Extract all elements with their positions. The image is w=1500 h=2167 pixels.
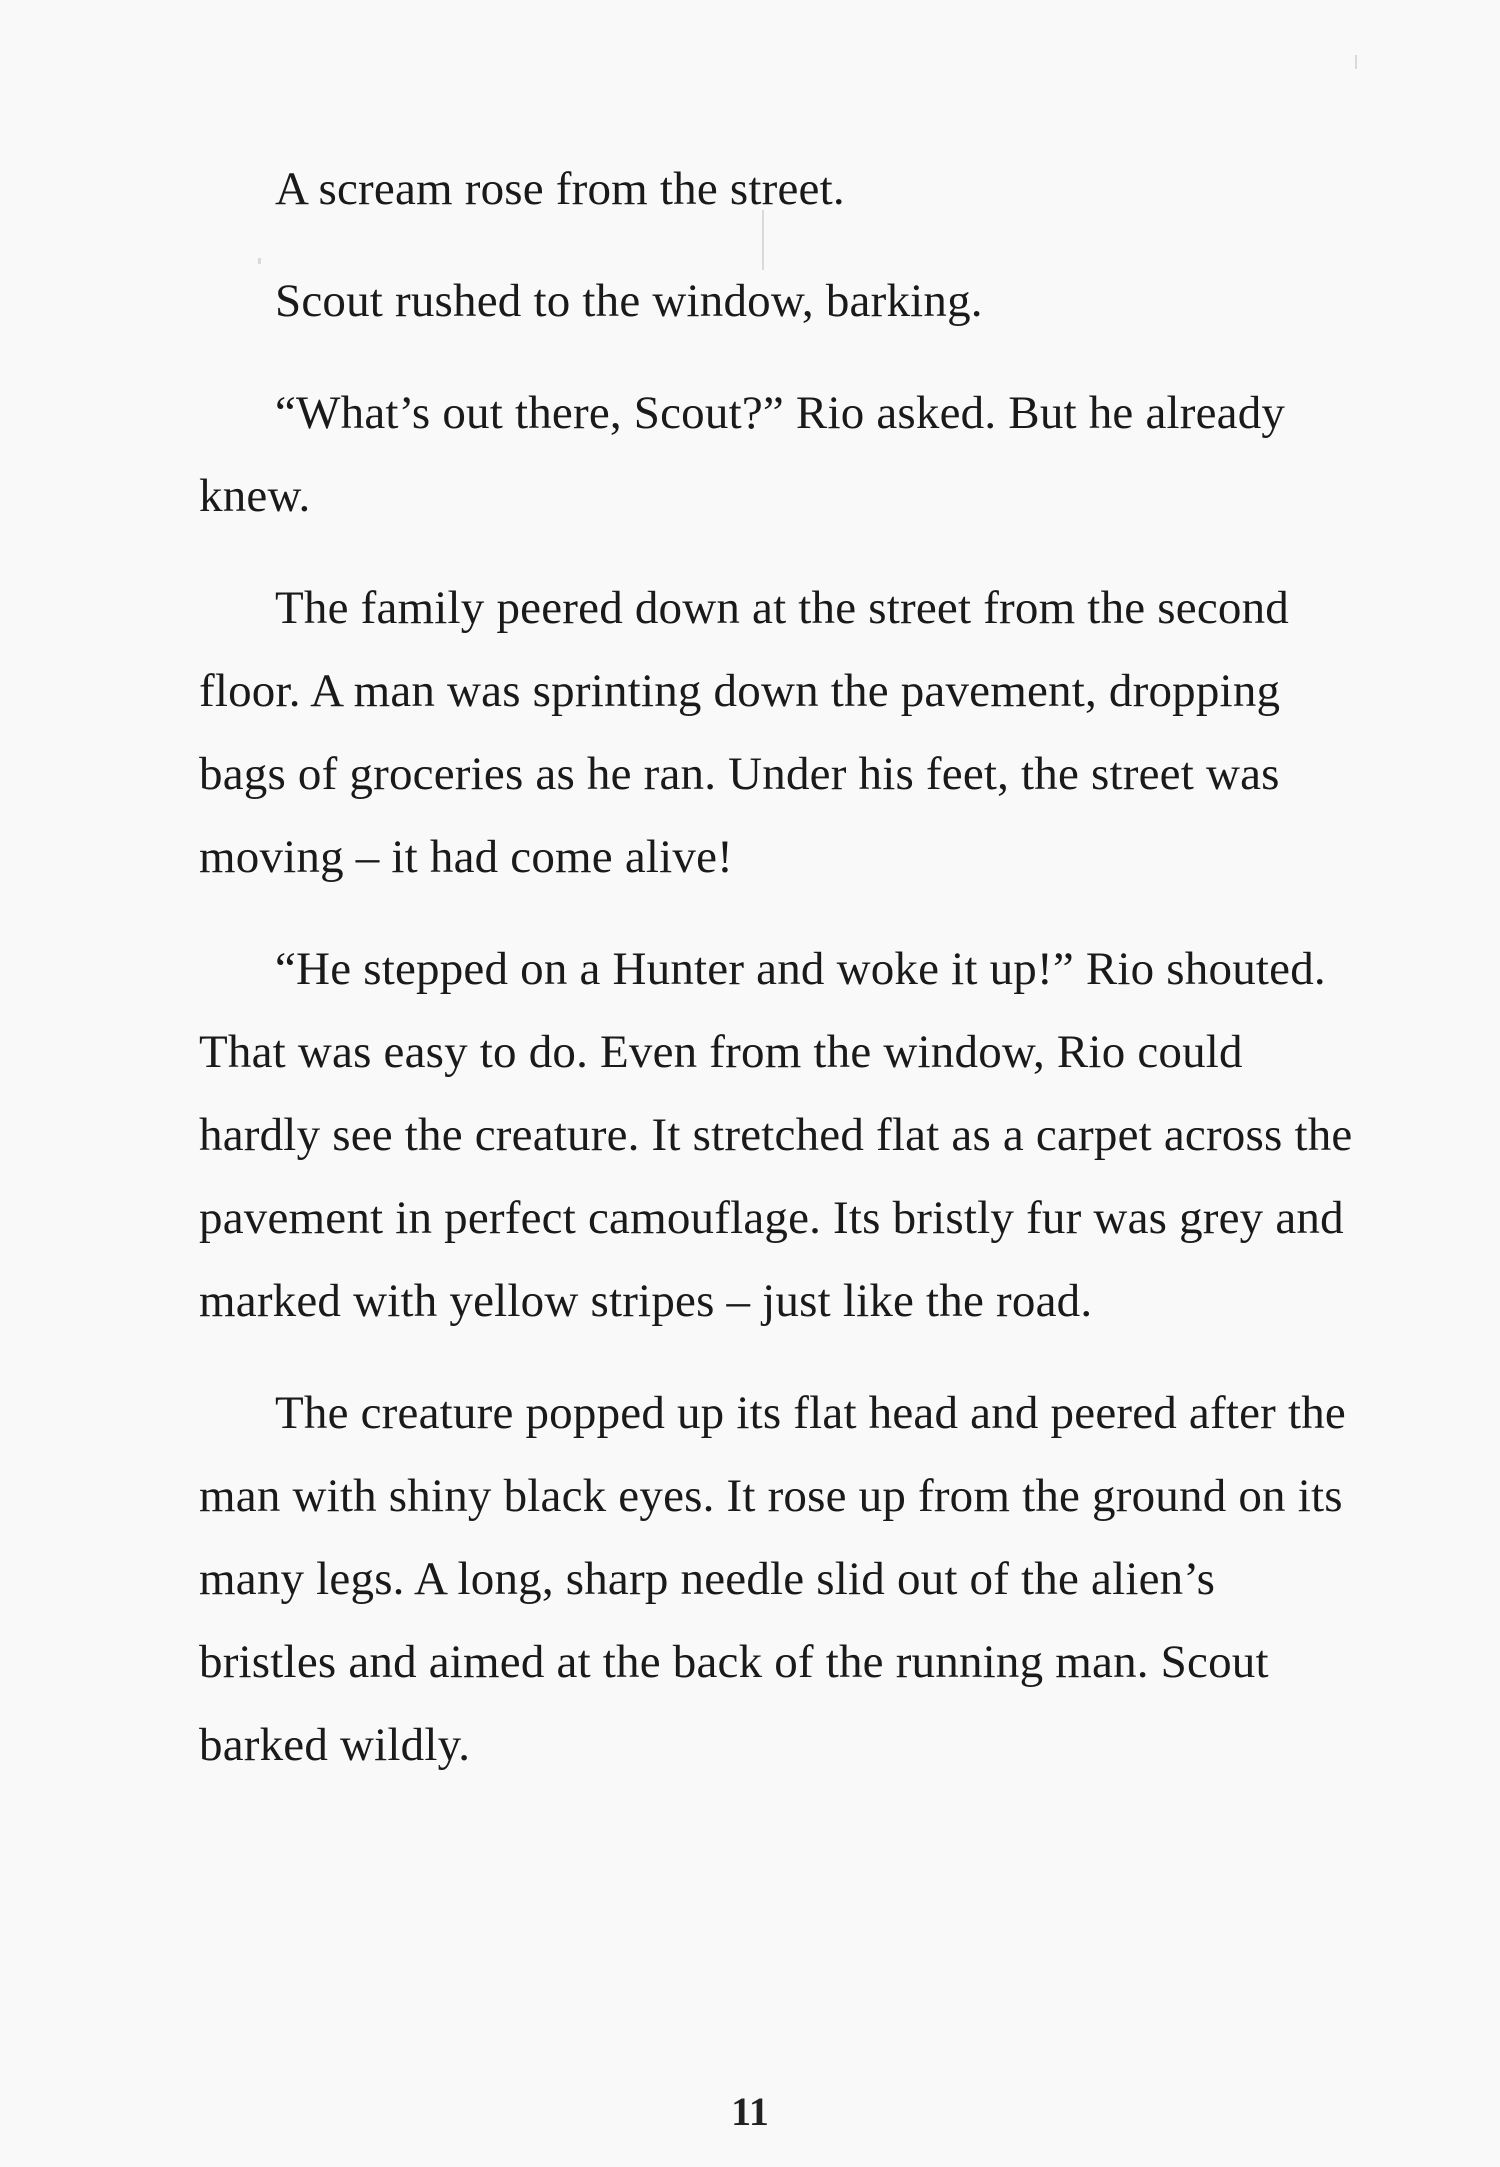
- paragraph: Scout rushed to the window, barking.: [275, 275, 983, 327]
- paragraph: “He stepped on a Hunter and woke it up!” Rio shouted. That was easy to do. Even from the window, Rio could hardly see the creature. It stretched flat as a carpet across the pavement in perfect camouflage. Its bristly fur was grey and marked with yellow stripes – just like the road.: [199, 943, 1353, 1327]
- paragraph: The family peered down at the street from the second floor. A man was sprinting down the pavement, dropping bags of groceries as he ran. Under his feet, the street was moving – it had come alive!: [199, 582, 1289, 883]
- paper-mark: [1355, 55, 1357, 69]
- story-text: [199, 148, 1359, 1816]
- paragraph: The creature popped up its flat head and peered after the man with shiny black eyes. It rose up from the ground on its many legs. A long, sharp needle slid out of the alien’s bristles and aimed at the back of the running man. Scout barked wildly.: [199, 1387, 1346, 1771]
- paragraph: “What’s out there, Scout?” Rio asked. But he already knew.: [199, 387, 1286, 522]
- paragraph: A scream rose from the street.: [275, 163, 845, 215]
- page-number: 11: [731, 2089, 769, 2134]
